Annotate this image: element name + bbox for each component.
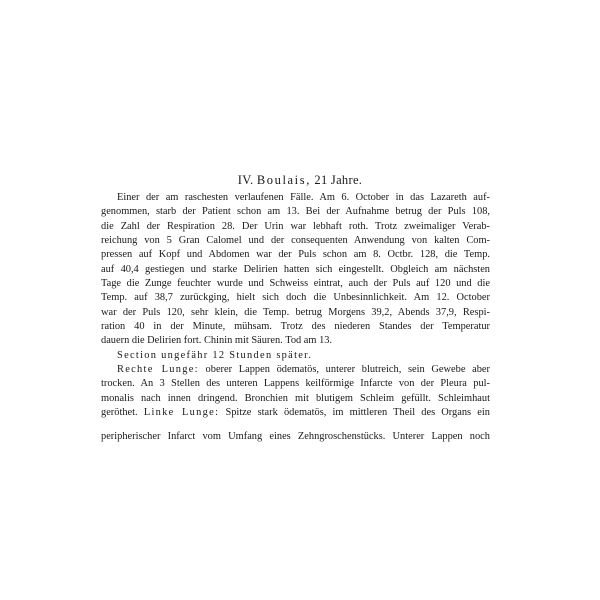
text-line: war der Puls 120, sehr klein, die Temp. betrug Morgens 39,2, Abends 37,9, Respi- [101, 306, 490, 318]
text-line [101, 406, 490, 420]
right-lung-label: Rechte Lunge: [117, 364, 199, 376]
document-body [101, 191, 490, 421]
text-line: reichung von 5 Gran Calomel und der consequenten Anwendung von kalten Com- [101, 235, 490, 247]
text-line: dauern die Delirien fort. Chinin mit Säuren. Tod am 13. [101, 335, 333, 347]
text-line: auf 40,4 gestiegen und starke Delirien hatten sich eingestellt. Obgleich am nächsten [101, 263, 490, 275]
case-age: 21 Jahre. [314, 173, 363, 187]
text-line: ration 40 in der Minute, mühsam. Trotz des niederen Standes der Temperatur [101, 321, 490, 333]
case-name: Boulais, [256, 173, 311, 187]
text-line: genommen, starb der Patient schon am 13. Bei der Aufnahme betrug der Puls 108, [101, 206, 490, 218]
right-lung-text: oberer Lappen ödematös, unterer blutreich, sein Gewebe aber [205, 364, 490, 376]
case-heading [0, 173, 600, 188]
left-lung-text: Spitze stark ödematös, im mittleren Theil des Organs ein [225, 407, 490, 419]
left-lung-label: Linke Lunge: [143, 407, 220, 419]
text-line: die Zahl der Respiration 28. Der Urin war lebhaft roth. Trotz zweimaliger Verab- [101, 220, 490, 232]
case-numeral: IV. [237, 173, 254, 187]
text-line: pressen auf Kopf und Abdomen war der Puls schon am 8. Octbr. 128, die Temp. [101, 249, 490, 261]
line-start: geröthet. [101, 407, 138, 419]
cut-off-text: peripherischer Infarct vom Umfang eines Zehngroschenstücks. Unterer Lappen noch [101, 431, 490, 442]
text-line [101, 363, 490, 377]
cut-off-line [101, 431, 490, 444]
text-line: Temp. auf 38,7 zurückging, hielt sich doch die Unbesinnlichkeit. Am 12. October [101, 292, 490, 304]
text-line: Tage die Zunge feuchter wurde und Schweiss eintrat, auch der Puls auf 120 und die [101, 278, 490, 290]
text-line: trocken. An 3 Stellen des unteren Lappens keilförmige Infarcte von der Pleura pul- [101, 378, 490, 390]
text-line: Einer der am raschesten verlaufenen Fälle. Am 6. October in das Lazareth auf- [117, 192, 490, 203]
text-line: monalis nach innen dringend. Bronchien mit blutigem Schleim gefüllt. Schleimhaut [101, 392, 490, 404]
section-heading: Section ungefähr 12 Stunden später. [117, 349, 313, 361]
